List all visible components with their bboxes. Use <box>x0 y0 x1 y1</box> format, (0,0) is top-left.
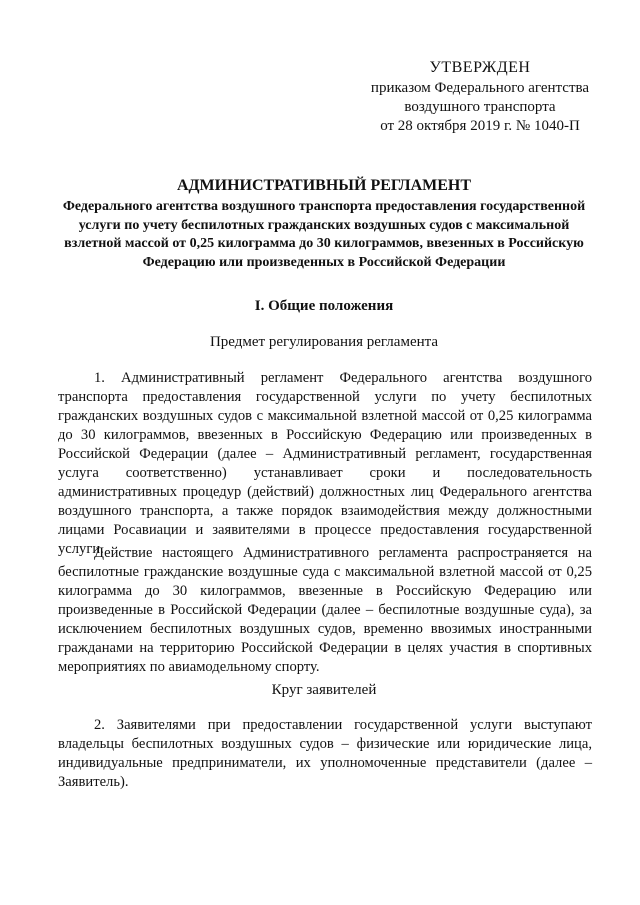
paragraph-1: 1. Административный регламент Федерального агентства воздушного транспорта предоставления государственной услуги по учету беспилотных гражданских воздушных судов с максимальной взлетной массой от 0,25 килограмма до 30 килограммов, ввезенных в Российскую Федерацию или произведенных в Российской Федерации (далее – Административный регламент, государственная услуга соответственно) устанавливает сроки и последовательность административных процедур (действий) должностных лиц Федерального агентства воздушного транспорта, а также порядок взаимодействия между должностными лицами Росавиации и заявителями в процессе предоставления государственной услуги. <box>58 370 592 557</box>
subheading-regulation-subject: Предмет регулирования регламента <box>209 334 439 350</box>
document-title-block <box>60 176 588 272</box>
paragraph-3: 2. Заявителями при предоставлении государственной услуги выступают владельцы беспилотных воздушных судов – физические или юридические лица, индивидуальные предприниматели, их уполномоченные представители (далее – Заявитель). <box>58 717 592 790</box>
approval-stamp <box>360 58 600 136</box>
approval-line-3: от 28 октября 2019 г. № 1040-П <box>380 118 580 134</box>
subheading-applicants: Круг заявителей <box>271 682 377 698</box>
paragraph-2: Действие настоящего Административного регламента распространяется на беспилотные гражданские воздушные суда с максимальной взлетной массой от 0,25 килограмма до 30 килограммов, ввезенные в Российскую Федерацию или произведенные в Российской Федерации (далее – беспилотные воздушные суда), за исключением беспилотных воздушных судов, временно ввозимых иностранными гражданами на территорию Российской Федерации в целях участия в спортивных мероприятиях по авиамодельному спорту. <box>58 545 592 675</box>
section-heading: I. Общие положения <box>254 298 394 314</box>
document-title: АДМИНИСТРАТИВНЫЙ РЕГЛАМЕНТ <box>176 177 472 194</box>
document-subtitle: Федерального агентства воздушного транспорта предоставления государственной услуги по учету беспилотных гражданских воздушных судов с максимальной взлетной массой от 0,25 килограмма до 30 килограммов, ввезенных в Российскую Федерацию или произведенных в Российской Федерации <box>62 199 586 270</box>
approval-line-1: приказом Федерального агентства <box>370 80 590 96</box>
approval-line-2: воздушного транспорта <box>404 99 556 115</box>
approved-label: УТВЕРЖДЕН <box>429 59 531 76</box>
